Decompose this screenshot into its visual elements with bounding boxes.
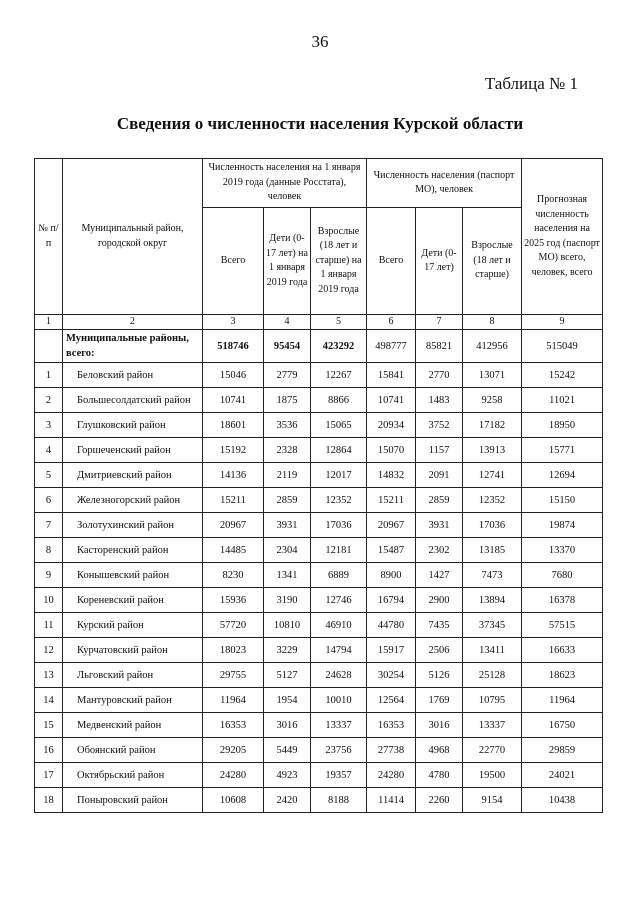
summary-value: 85821 [416,330,463,363]
table-row [35,488,603,513]
header-forecast: Прогнозная численность населения на 2025 год (паспорт МО) всего, человек, всего [522,159,603,315]
row-value: 9258 [463,388,522,413]
row-value: 8230 [203,563,264,588]
document-title: Сведения о численности населения Курской области [116,114,524,133]
row-value: 17036 [463,513,522,538]
summary-value: 515049 [522,330,603,363]
row-value: 23756 [311,738,367,763]
column-number: 5 [311,315,367,330]
row-value: 19357 [311,763,367,788]
header-total-rosstat: Всего [203,208,264,315]
row-value: 6889 [311,563,367,588]
row-value: 24628 [311,663,367,688]
summary-row [35,330,603,363]
row-value: 3931 [416,513,463,538]
column-number: 9 [522,315,603,330]
row-value: 15065 [311,413,367,438]
row-number: 9 [35,563,63,588]
table-row [35,538,603,563]
row-value: 5127 [264,663,311,688]
row-number: 3 [35,413,63,438]
table-row [35,413,603,438]
row-value: 16633 [522,638,603,663]
row-number: 2 [35,388,63,413]
row-number: 8 [35,538,63,563]
row-value: 2859 [264,488,311,513]
header-total-passport: Всего [367,208,416,315]
header-children-passport: Дети (0-17 лет) [416,208,463,315]
row-number: 13 [35,663,63,688]
row-value: 27738 [367,738,416,763]
row-value: 12741 [463,463,522,488]
row-value: 10438 [522,788,603,813]
row-value: 1483 [416,388,463,413]
row-value: 15487 [367,538,416,563]
column-number: 8 [463,315,522,330]
row-value: 1427 [416,563,463,588]
row-value: 12352 [463,488,522,513]
district-name: Большесолдатский район [63,388,203,413]
row-value: 14794 [311,638,367,663]
row-value: 15070 [367,438,416,463]
district-name: Курский район [63,613,203,638]
row-value: 15046 [203,363,264,388]
row-value: 2779 [264,363,311,388]
row-number: 7 [35,513,63,538]
summary-value: 412956 [463,330,522,363]
row-value: 12746 [311,588,367,613]
header-children-rosstat: Дети (0-17 лет) на 1 января 2019 года [264,208,311,315]
row-number: 14 [35,688,63,713]
row-value: 10010 [311,688,367,713]
population-table [34,158,603,813]
row-value: 4780 [416,763,463,788]
table-row [35,363,603,388]
row-value: 12181 [311,538,367,563]
column-number: 7 [416,315,463,330]
header-district: Муниципальный район, городской округ [63,159,203,315]
row-value: 20934 [367,413,416,438]
row-value: 3931 [264,513,311,538]
district-name: Поныровский район [63,788,203,813]
row-value: 12564 [367,688,416,713]
row-value: 8900 [367,563,416,588]
row-value: 1954 [264,688,311,713]
row-value: 18950 [522,413,603,438]
row-value: 15150 [522,488,603,513]
district-name: Курчатовский район [63,638,203,663]
row-value: 29205 [203,738,264,763]
row-value: 16794 [367,588,416,613]
district-name: Беловский район [63,363,203,388]
table-row [35,438,603,463]
row-value: 8188 [311,788,367,813]
row-number: 6 [35,488,63,513]
column-number: 4 [264,315,311,330]
row-value: 14136 [203,463,264,488]
row-value: 16378 [522,588,603,613]
row-value: 8866 [311,388,367,413]
row-value: 10741 [203,388,264,413]
table-row [35,763,603,788]
row-value: 1875 [264,388,311,413]
district-name: Кореневский район [63,588,203,613]
district-name: Железногорский район [63,488,203,513]
row-value: 4968 [416,738,463,763]
row-value: 7435 [416,613,463,638]
row-value: 24280 [367,763,416,788]
row-value: 2328 [264,438,311,463]
row-value: 18601 [203,413,264,438]
row-value: 24280 [203,763,264,788]
column-number-row [35,315,603,330]
row-value: 13894 [463,588,522,613]
page-number: 36 [311,32,329,51]
header-group-passport: Численность населения (паспорт МО), человек [367,159,522,208]
district-name: Дмитриевский район [63,463,203,488]
row-value: 15917 [367,638,416,663]
row-value: 57515 [522,613,603,638]
row-number: 17 [35,763,63,788]
row-value: 30254 [367,663,416,688]
district-name: Октябрьский район [63,763,203,788]
row-value: 18023 [203,638,264,663]
row-value: 29859 [522,738,603,763]
row-value: 29755 [203,663,264,688]
row-value: 12017 [311,463,367,488]
row-value: 12864 [311,438,367,463]
table-row [35,613,603,638]
row-value: 46910 [311,613,367,638]
header-group-rosstat: Численность населения на 1 января 2019 года (данные Росстата), человек [203,159,367,208]
row-value: 25128 [463,663,522,688]
summary-value: 423292 [311,330,367,363]
row-value: 2900 [416,588,463,613]
table-row [35,463,603,488]
row-value: 15211 [367,488,416,513]
row-value: 37345 [463,613,522,638]
summary-label: Муниципальные районы, всего: [63,330,203,363]
row-value: 19874 [522,513,603,538]
district-name: Обоянский район [63,738,203,763]
row-value: 12694 [522,463,603,488]
row-value: 9154 [463,788,522,813]
row-value: 15936 [203,588,264,613]
row-value: 16353 [367,713,416,738]
table-row [35,513,603,538]
district-name: Мантуровский район [63,688,203,713]
row-value: 24021 [522,763,603,788]
row-value: 2260 [416,788,463,813]
header-adults-rosstat: Взрослые (18 лет и старше) на 1 января 2019 года [311,208,367,315]
row-value: 1157 [416,438,463,463]
table-row [35,588,603,613]
row-value: 12267 [311,363,367,388]
row-value: 22770 [463,738,522,763]
row-number: 10 [35,588,63,613]
row-value: 5449 [264,738,311,763]
district-name: Медвенский район [63,713,203,738]
district-name: Конышевский район [63,563,203,588]
row-value: 15771 [522,438,603,463]
row-value: 2420 [264,788,311,813]
row-value: 17036 [311,513,367,538]
row-value: 2091 [416,463,463,488]
row-value: 15192 [203,438,264,463]
row-value: 13185 [463,538,522,563]
row-value: 4923 [264,763,311,788]
row-number: 11 [35,613,63,638]
table-row [35,713,603,738]
row-value: 13337 [463,713,522,738]
row-value: 15242 [522,363,603,388]
row-number: 16 [35,738,63,763]
row-value: 20967 [367,513,416,538]
column-number: 3 [203,315,264,330]
table-row [35,688,603,713]
row-value: 16750 [522,713,603,738]
row-value: 11021 [522,388,603,413]
row-value: 2506 [416,638,463,663]
row-number: 5 [35,463,63,488]
column-number: 1 [35,315,63,330]
row-value: 57720 [203,613,264,638]
row-value: 20967 [203,513,264,538]
row-value: 2119 [264,463,311,488]
header-adults-passport: Взрослые (18 лет и старше) [463,208,522,315]
row-value: 12352 [311,488,367,513]
row-value: 5126 [416,663,463,688]
row-number: 1 [35,363,63,388]
table-row [35,663,603,688]
row-value: 3016 [264,713,311,738]
row-number: 12 [35,638,63,663]
row-value: 2770 [416,363,463,388]
row-value: 11964 [522,688,603,713]
summary-value: 518746 [203,330,264,363]
row-value: 2304 [264,538,311,563]
summary-value: 95454 [264,330,311,363]
district-name: Глушковский район [63,413,203,438]
row-value: 7680 [522,563,603,588]
district-name: Льговский район [63,663,203,688]
row-value: 1341 [264,563,311,588]
row-value: 13071 [463,363,522,388]
row-value: 44780 [367,613,416,638]
row-number: 18 [35,788,63,813]
row-value: 16353 [203,713,264,738]
table-row [35,563,603,588]
district-name: Касторенский район [63,538,203,563]
row-value: 3536 [264,413,311,438]
row-value: 3229 [264,638,311,663]
table-label: Таблица № 1 [484,74,578,93]
row-value: 7473 [463,563,522,588]
row-value: 2859 [416,488,463,513]
row-value: 3752 [416,413,463,438]
row-value: 11414 [367,788,416,813]
table-row [35,388,603,413]
row-value: 3016 [416,713,463,738]
row-value: 14485 [203,538,264,563]
table-row [35,738,603,763]
row-value: 3190 [264,588,311,613]
row-value: 14832 [367,463,416,488]
row-value: 13370 [522,538,603,563]
table-row [35,638,603,663]
row-value: 13337 [311,713,367,738]
row-value: 18623 [522,663,603,688]
row-value: 13913 [463,438,522,463]
row-value: 15841 [367,363,416,388]
row-value: 2302 [416,538,463,563]
row-value: 11964 [203,688,264,713]
row-value: 17182 [463,413,522,438]
row-number: 15 [35,713,63,738]
row-value: 10810 [264,613,311,638]
district-name: Горшеченский район [63,438,203,463]
column-number: 6 [367,315,416,330]
row-value: 10795 [463,688,522,713]
header-num: № п/п [35,159,63,315]
row-value: 10741 [367,388,416,413]
district-name: Золотухинский район [63,513,203,538]
table-row [35,788,603,813]
row-value: 15211 [203,488,264,513]
summary-value: 498777 [367,330,416,363]
row-value: 10608 [203,788,264,813]
row-value: 13411 [463,638,522,663]
column-number: 2 [63,315,203,330]
row-value: 1769 [416,688,463,713]
row-value: 19500 [463,763,522,788]
row-number: 4 [35,438,63,463]
